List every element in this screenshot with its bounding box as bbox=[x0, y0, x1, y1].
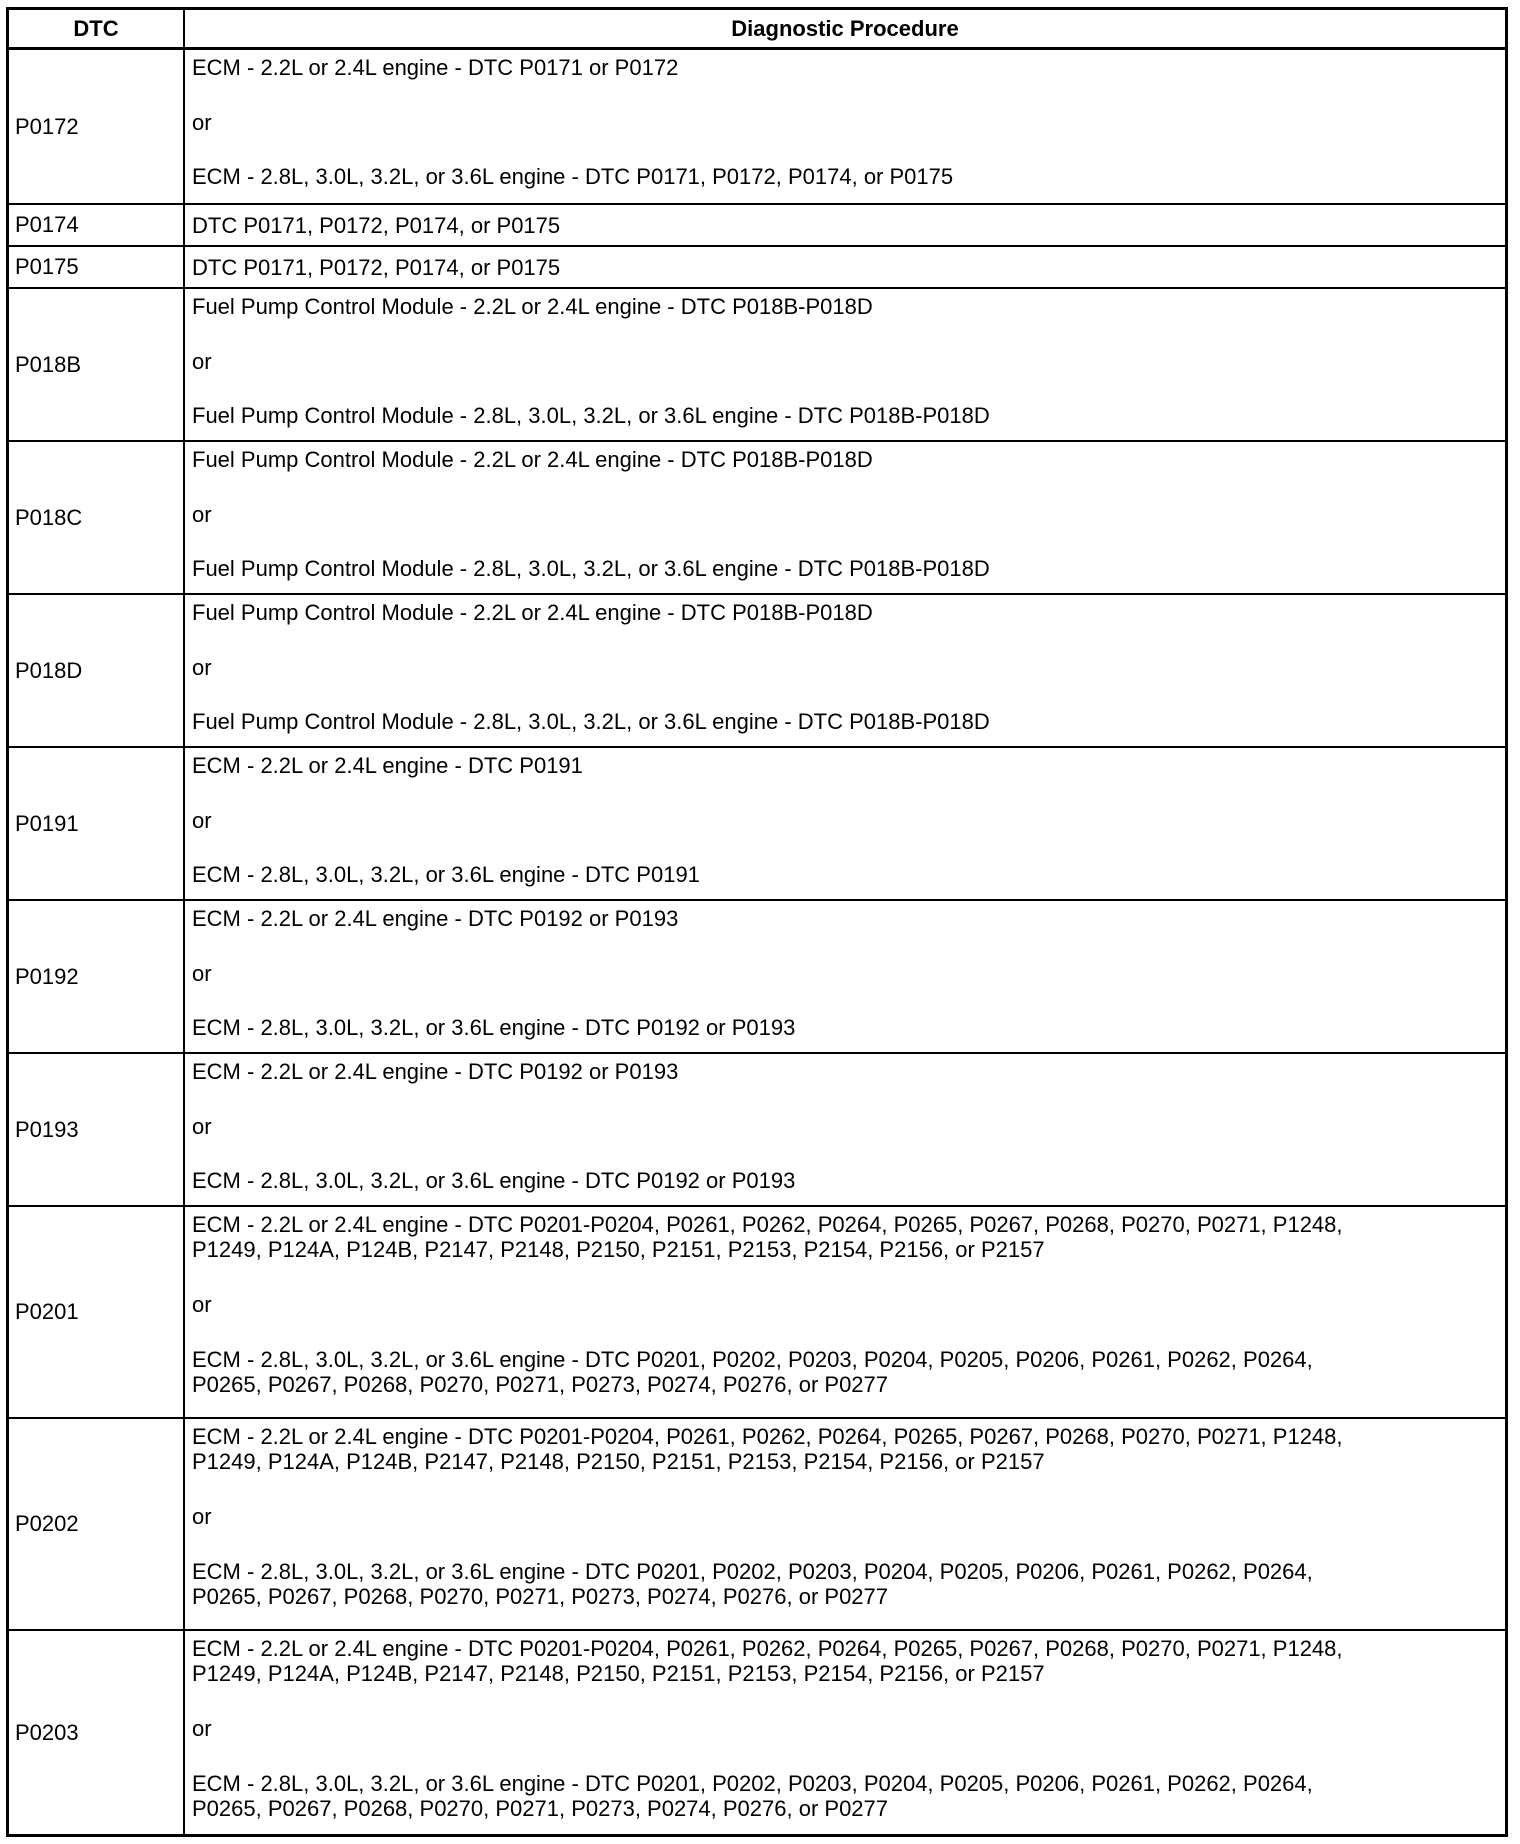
table-row bbox=[9, 50, 1505, 205]
procedure-line: or bbox=[192, 1292, 212, 1317]
diagnostic-procedure bbox=[185, 1419, 1505, 1629]
procedure-line: ECM - 2.8L, 3.0L, 3.2L, or 3.6L engine - DTC P0192 or P0193 bbox=[192, 1015, 796, 1040]
table-row bbox=[9, 1054, 1505, 1207]
procedure-line: P0265, P0267, P0268, P0270, P0271, P0273, P0274, P0276, or P0277 bbox=[192, 1584, 889, 1609]
procedure-line: or bbox=[192, 502, 212, 527]
diagnostic-procedure bbox=[185, 289, 1505, 440]
diagnostic-procedure bbox=[185, 1054, 1505, 1205]
procedure-line: ECM - 2.8L, 3.0L, 3.2L, or 3.6L engine - DTC P0191 bbox=[192, 862, 700, 887]
procedure-line: or bbox=[192, 349, 212, 374]
procedure-line: P1249, P124A, P124B, P2147, P2148, P2150, P2151, P2153, P2154, P2156, or P2157 bbox=[192, 1449, 1045, 1474]
dtc-code: P0175 bbox=[9, 247, 185, 287]
procedure-line: ECM - 2.2L or 2.4L engine - DTC P0201-P0204, P0261, P0262, P0264, P0265, P0267, P0268, P0270, P0271, P1248, bbox=[192, 1424, 1343, 1449]
dtc-code: P0174 bbox=[9, 205, 185, 245]
procedure-line: ECM - 2.8L, 3.0L, 3.2L, or 3.6L engine - DTC P0201, P0202, P0203, P0204, P0205, P0206, P0261, P0262, P0264, bbox=[192, 1771, 1313, 1796]
table-row bbox=[9, 442, 1505, 595]
table-row bbox=[9, 1207, 1505, 1419]
table-row bbox=[9, 289, 1505, 442]
procedure-line: or bbox=[192, 110, 212, 135]
diagnostic-procedure bbox=[185, 1631, 1505, 1834]
procedure-line: ECM - 2.2L or 2.4L engine - DTC P0171 or P0172 bbox=[192, 55, 679, 80]
table-row bbox=[9, 1419, 1505, 1631]
table-row bbox=[9, 247, 1505, 289]
procedure-line: ECM - 2.2L or 2.4L engine - DTC P0191 bbox=[192, 753, 583, 778]
dtc-code: P018B bbox=[9, 289, 185, 440]
table-row bbox=[9, 901, 1505, 1054]
diagnostic-procedure bbox=[185, 50, 1505, 203]
dtc-code: P0203 bbox=[9, 1631, 185, 1834]
procedure-line: Fuel Pump Control Module - 2.2L or 2.4L engine - DTC P018B-P018D bbox=[192, 600, 873, 625]
procedure-line: ECM - 2.2L or 2.4L engine - DTC P0201-P0204, P0261, P0262, P0264, P0265, P0267, P0268, P0270, P0271, P1248, bbox=[192, 1212, 1343, 1237]
dtc-code: P018D bbox=[9, 595, 185, 746]
procedure-line: ECM - 2.8L, 3.0L, 3.2L, or 3.6L engine - DTC P0192 or P0193 bbox=[192, 1168, 796, 1193]
procedure-line: or bbox=[192, 961, 212, 986]
dtc-column-header: DTC bbox=[9, 10, 185, 47]
procedure-line: P0265, P0267, P0268, P0270, P0271, P0273, P0274, P0276, or P0277 bbox=[192, 1796, 889, 1821]
procedure-line: DTC P0171, P0172, P0174, or P0175 bbox=[192, 255, 561, 280]
diagnostic-procedure bbox=[185, 901, 1505, 1052]
procedure-line: ECM - 2.8L, 3.0L, 3.2L, or 3.6L engine - DTC P0171, P0172, P0174, or P0175 bbox=[192, 164, 954, 189]
procedure-line: P1249, P124A, P124B, P2147, P2148, P2150, P2151, P2153, P2154, P2156, or P2157 bbox=[192, 1237, 1045, 1262]
procedure-line: P0265, P0267, P0268, P0270, P0271, P0273, P0274, P0276, or P0277 bbox=[192, 1372, 889, 1397]
procedure-line: or bbox=[192, 655, 212, 680]
procedure-line: Fuel Pump Control Module - 2.2L or 2.4L engine - DTC P018B-P018D bbox=[192, 447, 873, 472]
dtc-code: P0202 bbox=[9, 1419, 185, 1629]
procedure-line: ECM - 2.8L, 3.0L, 3.2L, or 3.6L engine - DTC P0201, P0202, P0203, P0204, P0205, P0206, P0261, P0262, P0264, bbox=[192, 1559, 1313, 1584]
dtc-code: P018C bbox=[9, 442, 185, 593]
procedure-line: or bbox=[192, 1504, 212, 1529]
dtc-code: P0201 bbox=[9, 1207, 185, 1417]
procedure-line: or bbox=[192, 808, 212, 833]
diagnostic-procedure bbox=[185, 205, 1505, 245]
procedure-line: P1249, P124A, P124B, P2147, P2148, P2150, P2151, P2153, P2154, P2156, or P2157 bbox=[192, 1661, 1045, 1686]
diagnostic-procedure bbox=[185, 1207, 1505, 1417]
procedure-line: Fuel Pump Control Module - 2.2L or 2.4L engine - DTC P018B-P018D bbox=[192, 294, 873, 319]
procedure-line: or bbox=[192, 1114, 212, 1139]
procedure-line: ECM - 2.8L, 3.0L, 3.2L, or 3.6L engine - DTC P0201, P0202, P0203, P0204, P0205, P0206, P0261, P0262, P0264, bbox=[192, 1347, 1313, 1372]
procedure-line: ECM - 2.2L or 2.4L engine - DTC P0192 or P0193 bbox=[192, 906, 679, 931]
dtc-code: P0172 bbox=[9, 50, 185, 203]
dtc-code: P0193 bbox=[9, 1054, 185, 1205]
procedure-line: DTC P0171, P0172, P0174, or P0175 bbox=[192, 213, 561, 238]
table-row bbox=[9, 595, 1505, 748]
diagnostic-procedure bbox=[185, 442, 1505, 593]
procedure-line: ECM - 2.2L or 2.4L engine - DTC P0192 or P0193 bbox=[192, 1059, 679, 1084]
table-header bbox=[9, 10, 1505, 50]
dtc-code: P0192 bbox=[9, 901, 185, 1052]
table-row bbox=[9, 748, 1505, 901]
procedure-column-header: Diagnostic Procedure bbox=[731, 16, 959, 41]
procedure-line: ECM - 2.2L or 2.4L engine - DTC P0201-P0204, P0261, P0262, P0264, P0265, P0267, P0268, P0270, P0271, P1248, bbox=[192, 1636, 1343, 1661]
procedure-line: or bbox=[192, 1716, 212, 1741]
dtc-code: P0191 bbox=[9, 748, 185, 899]
procedure-line: Fuel Pump Control Module - 2.8L, 3.0L, 3.2L, or 3.6L engine - DTC P018B-P018D bbox=[192, 403, 990, 428]
dtc-table bbox=[6, 7, 1508, 1837]
table-row bbox=[9, 205, 1505, 247]
table-row bbox=[9, 1631, 1505, 1834]
procedure-line: Fuel Pump Control Module - 2.8L, 3.0L, 3.2L, or 3.6L engine - DTC P018B-P018D bbox=[192, 709, 990, 734]
diagnostic-procedure bbox=[185, 748, 1505, 899]
procedure-line: Fuel Pump Control Module - 2.8L, 3.0L, 3.2L, or 3.6L engine - DTC P018B-P018D bbox=[192, 556, 990, 581]
diagnostic-procedure bbox=[185, 595, 1505, 746]
diagnostic-procedure bbox=[185, 247, 1505, 287]
